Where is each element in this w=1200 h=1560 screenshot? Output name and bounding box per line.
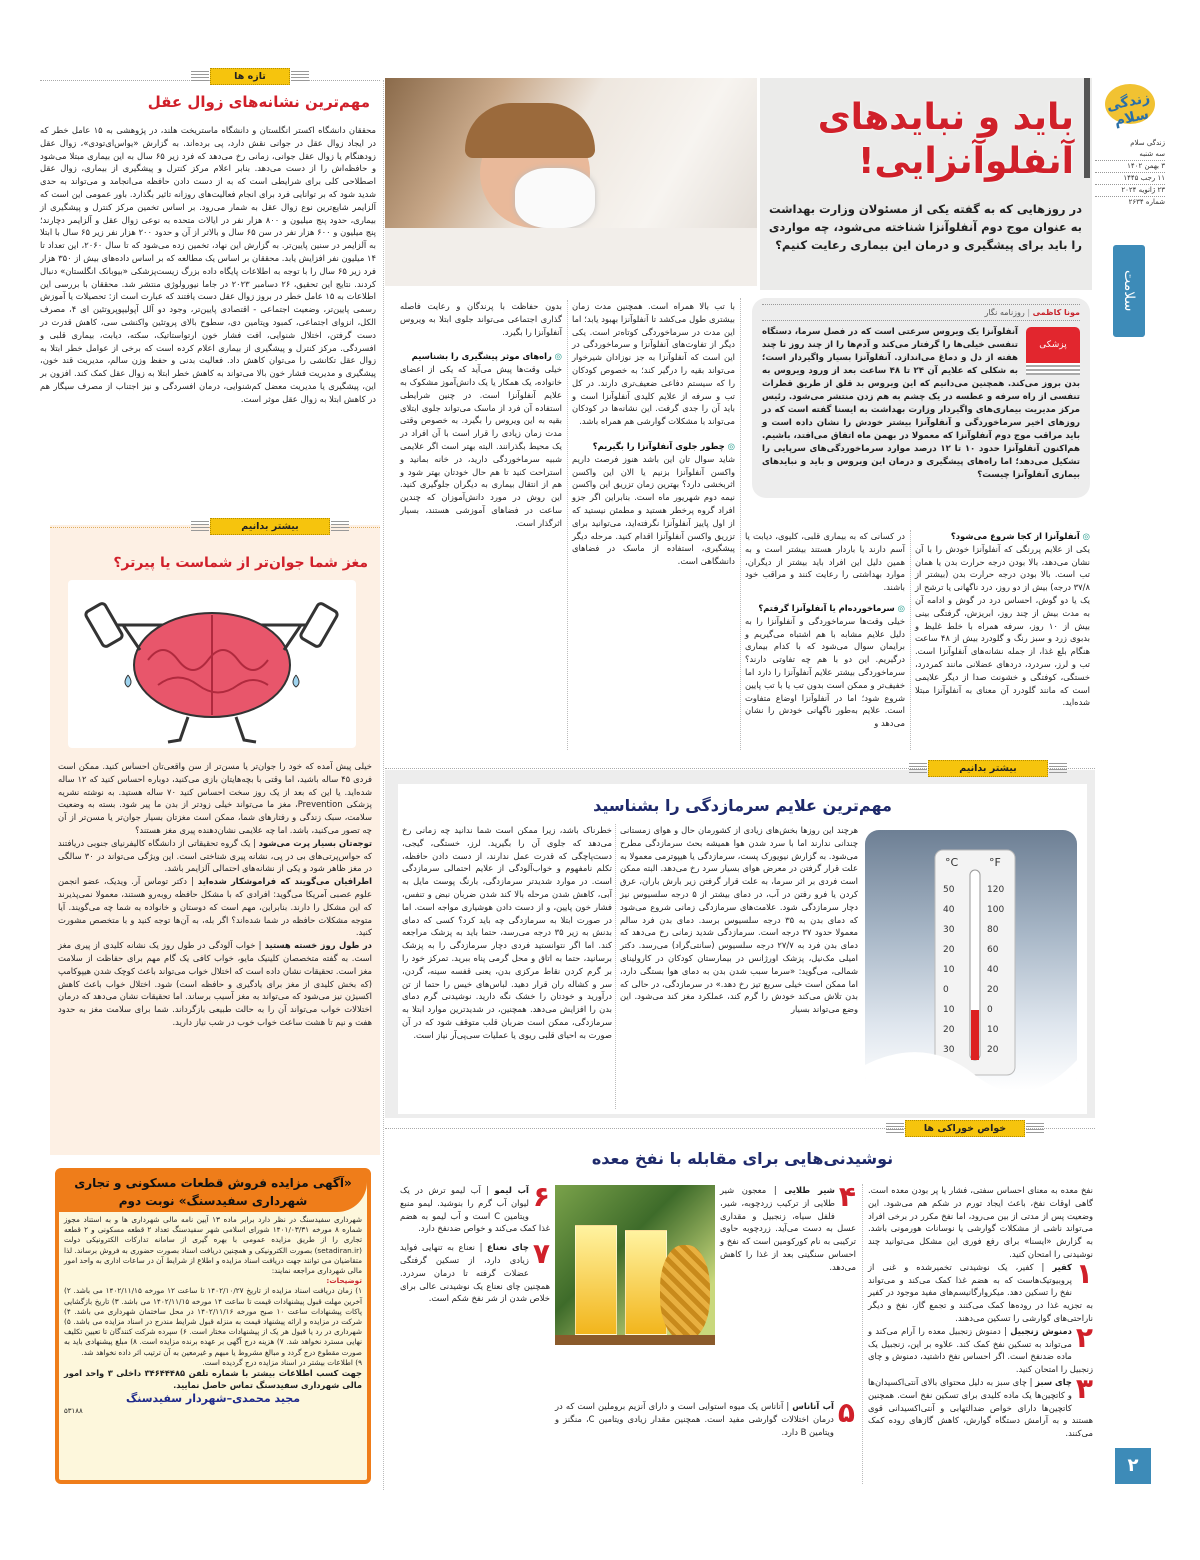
celsius-tick: 30: [943, 1045, 955, 1055]
celsius-label: °C: [945, 856, 959, 869]
news-body: محققان دانشگاه اکستر انگلستان و دانشگاه ماستریخت هلند، در پژوهشی به ۱۵ عامل خطر که در ایجاد زوال عقل در جوانی نقش دارد، پی برده‌اند. به گزارش «یواس‌ای‌تودی»، زوال عقل زودهنگام یا زوال عقل جوانی، زمانی رخ می‌دهد که فرد زیر ۶۵ سال به این بیماری مبتلا می‌شود و حافظه‌اش را از دست می‌دهد. بنابر اعلام مرکز کنترل و پیشگیری از بیماری، زوال عقل اصطلاحی کلی برای شرایطی است که به از دست دادن حافظه می‌انجامد و می‌تواند به حدی شدید شود که بر توانایی فرد برای انجام فعالیت‌های روزانه تاثیر بگذارد. باور عمومی این است که آلزایمر شایع‌ترین نوع زوال عقل به شمار می‌رود. بر اساس تخمین مرکز کنترل و پیشگیری از بیماری، حدود پنج میلیون و ۸۰۰ هزار نفر در ایالات متحده به نوعی زوال عقل و آلزایمر دچارند؛ پنج میلیون و ۶۰۰ هزار نفر در سن ۶۵ سال و بالاتر از آن و حدود ۲۰۰ هزار نفر زیر ۶۵ سال با ابتلا به آلزایمر در سنین پایین‌تر. به گزارش این نهاد، تخمین زده می‌شود که تا سال ۲۰۶۰، این تعداد تا ۱۴ میلیون نفر افزایش یابد. محققان بر اساس یک مطالعه که بر اساس داده‌های بیش از ۳۵۰ هزار فرد زیر ۶۵ سال را با توجه به اطلاعات پایگاه داده بزرگ زیست‌پزشکی «بیوبانک انگلستان» دنبال کردند. نتایج این تحقیق، ۲۶ دسامبر ۲۰۲۳ در جاما نیورولوژی منتشر شد. محققان با بررسی این اطلاعات به ۱۵ عامل خطر در بروز زوال عقل دست یافتند که عبارت است از: تحصیلات یا آموزش رسمی پایین‌تر، وضعیت اجتماعی - اقتصادی پایین‌تر، وجود دو آلل آپولیپوپروتئین ای ۴، مصرف الکل، انزوای اجتماعی، کمبود ویتامین دی، سطوح بالای پروتئین واکنشی سی، کاهش قدرت در دست گرفتن، اختلال شنوایی، افت فشار خون ارتواستاتیک، سکته، دیابت، بیماری قلبی و افسردگی. مرکز کنترل و پیشگیری از بیماری اعلام کرده است که برخی از عوامل خطر ابتلا به زوال عقل تکانشی را می‌توان کاهش داد. فعالیت بدنی و حفظ وزن سالم، مدیریت قند خون، پیشگیری و مدیریت فشار خون بالا می‌تواند به کاهش خطر ابتلا به زوال عقل کمک کند. افزون بر این، پیشگیری یا مدیریت معضل کم‌شنوایی، درمان افسردگی و نیز اجتناب از مصرف سیگار هم در کاهش ابتلا به زوال عقل موثر است.: [40, 125, 377, 404]
ad-notes-label: توضیحات:: [326, 1276, 362, 1286]
fahrenheit-label: °F: [989, 856, 1001, 869]
flu-intro-box: مونا کاظمی | روزنامه نگار پزشکی آنفلوآنزا یک ویروس سرعتی است که در فصل سرما، دستگاه تنفسی خیلی‌ها را گرفتار می‌کند و آدم‌ها را از چند روز تا چند هفته از دل و دماغ می‌اندازد. آنفلوآنزا بسیار واگیردار است؛ به شکلی که علایم آن ۲۴ تا ۴۸ ساعت بعد از ورود ویروس به بدن بروز می‌کند. همچنین می‌دانیم که این ویروس بد قلق از طریق قطرات تنفسی از راه سرفه و عطسه در یک چشم به هم زدن منتشر می‌شود. رئیس مرکز مدیریت بیماری‌های واگیردار وزارت بهداشت به ایسنا گفته است که در روزهای اخیر سرماخوردگی و آنفلوآنزا بیشتر خودش را نشان داده است و باید مراقب موج دوم آنفلوآنزا که معمولا در بهمن ماه اتفاق می‌افتد، باشیم. هم‌اکنون آنفلوآنزا حدود ۱۰ تا ۱۲ درصد موارد سرماخوردگی‌های سرپایی را تشکیل می‌دهد؛ اما راه‌های پیشگیری و درمان این ویروس و باید و نبایدهای بیماری آنفلوآنزا چیست؟: [752, 298, 1090, 498]
page-number: ۲: [1115, 1448, 1151, 1484]
ad-body: شهرداری سفیدسنگ در نظر دارد برابر ماده ۱۳ آیین نامه مالی شهرداری ها و به استناد مجوز شماره ۸ مورخه ۱۴۰۱/۰۳/۳۱ شورای اسلامی شهر سفیدسنگ تعداد ۲ قطعه مسکونی و ۲ قطعه تجاری را از طریق مزایده عمومی با بهره گیری از سامانه تدارکات الکترونیکی دولت (setadiran.ir) بصورت الکترونیکی و همچنین دریافت اسناد بصورت حضوری به فروش برساند. لذا متقاضیان می توانند جهت دریافت اسناد مزایده و اطلاع از شرایط آن در ساعات اداری به واحد امور مالی شهرداری مراجعه نمایند:: [64, 1215, 363, 1276]
flu-paragraph: در کسانی که به بیماری قلبی، کلیوی، دیابت یا آسم دارند یا باردار هستند بیشتر است و به همین دلیل این افراد باید بیشتر از دیگران، موارد بهداشتی را رعایت کنند و مراقب خود باشند.: [745, 531, 905, 593]
celsius-tick: 20: [943, 945, 955, 955]
fahrenheit-tick: 60: [987, 945, 999, 955]
food-item: ۱ کفیر | کفیر، یک نوشیدنی تخمیرشده و غنی از پروبیوتیک‌هاست که به هضم غذا کمک می‌کند و می‌تواند نفخ را تسکین دهد. میکروارگانیسم‌های مفید موجود در کفیر به تجزیه غذا در روده‌ها کمک می‌کنند و تجمع گاز، نفخ و دیگر ناراحتی‌های گوارشی را تسکین می‌دهند.: [868, 1256, 1093, 1323]
flu-subheading: ◎ سرماخورده‌ام یا آنفلوآنزا گرفتم؟: [745, 602, 905, 615]
flu-column-4: [400, 300, 562, 530]
food-intro: نفخ معده به معنای احساس سفتی، فشار یا پر بودن معده است. گاهی اوقات نفخ، باعث ایجاد تورم در شکم هم می‌شود. این وضعیت پس از مدتی از بین می‌رود، اما نفخ مکرر در برخی افراد می‌تواند ناشی از مشکلات گوارشی یا نوسانات هورمونی باشد. به گزارش «ایسنا» برای رفع فوری این مشکل می‌توانید چند نوشیدنی را امتحان کنید.: [868, 1185, 1093, 1259]
flu-paragraph: خیلی وقت‌ها سرماخوردگی و آنفلوآنزا را به دلیل علایم مشابه با هم اشتباه می‌گیریم و برایمان سوال می‌شود که با کدام بیماری درگیریم. این دو با هم چه تفاوتی دارند؟ سرماخوردگی بیشتر علایم آنفلوآنزا را دارد اما خفیف‌تر و ممکن است بدون تب یا با تب پایین شروع شود؛ اما در آنفلوآنزا اوضاع متفاوت است. علایم به‌طور ناگهانی خودش را نشان می‌دهد و: [745, 615, 905, 729]
flu-paragraph: خیلی وقت‌ها پیش می‌آید که یکی از اعضای خانواده، یک همکار یا یک دانش‌آموز مشکوک به علایم آنفلوآنزا است. در چنین شرایطی استفاده آن فرد از ماسک می‌تواند جلوی ابتلای بقیه به این ویروس را بگیرد. به خصوص وقتی مدت زمان زیادی را قرار است با آن افراد در یک محیط بگذرانند. البته بهتر است اگر علایمی شبیه سرماخوردگی دارید، در خانه بمانید و استراحت کنید تا هم حال خودتان بهتر شود و هم از انتقال بیماری به دیگران جلوگیری کنید. این روش در مورد دانش‌آموزان که چندین ساعت در فضاهای آموزشی هستند، بسیار اثرگذار است.: [400, 364, 562, 528]
ad-code: ۵۳۱۸۸: [64, 1407, 83, 1416]
flu-subheading: ◎ راه‌های موثر پیشگیری را بشناسیم: [400, 350, 562, 363]
flu-column-2: [745, 530, 905, 730]
brain-paragraph: توجه‌تان بسیار پرت می‌شود | یک گروه تحقیقاتی از دانشگاه کالیفرنیای جنوبی دریافتند که حواس‌پرتی‌های بی در پی، نشانه پیری شناختی است. این ویژگی می‌تواند در ۳۰ سالگی در مغز ظاهر شود و یکی از نشانه‌های احتمالی آلزایمر باشد.: [58, 837, 373, 874]
cold-tag: بیشتر بدانیم: [928, 760, 1048, 777]
news-headline: مهم‌ترین نشانه‌های زوال عقل: [147, 93, 370, 111]
flu-column-1: [915, 530, 1090, 709]
weightlifting-brain-icon: [68, 580, 356, 748]
celsius-tick: 10: [943, 965, 955, 975]
flu-subheading: ◎ آنفلوآنزا از کجا شروع می‌شود؟: [915, 530, 1090, 543]
brain-paragraph: در طول روز خسته هستید | خواب آلودگی در طول روز یک نشانه کلیدی از پیری مغز است. به گفته متخصصان کلینیک مایو، خواب کافی یک گام مهم برای حفاظت از سلامت مغز است. تحقیقات نشان داده است که اختلال خواب می‌تواند باعث کوچک شدن هیپوکامپ (که بخش کلیدی از مغز برای یادگیری و حافظه است) شود. اختلال خواب باعث کاهش اکسیژن نیز می‌شود که می‌تواند به مغز آسیب برساند. اما تحقیقات نشان می‌دهد که درمان اختلالات خواب می‌تواند آن را به حالت طبیعی بازگرداند. شما برای سلامت مغز به حدود هفت و نیم تا هشت ساعت خواب خوب در شب نیاز دارید.: [58, 940, 372, 1027]
ad-notes: ۱) زمان دریافت اسناد مزایده از تاریخ ۱۴۰۲/۱۰/۲۷ تا ساعت ۱۲ مورخه ۱۴۰۲/۱۱/۱۵ می باشد. ۲) آخرین مهلت قبول پیشنهادات قیمت تا ساعت ۱۴ مورخه ۱۴۰۲/۱۱/۱۵ می باشد. ۳) تاریخ بازگشایی پاکات پیشنهادات ساعت ۱۰ صبح مورخه ۱۴۰۲/۱۱/۱۶ در محل ساختمان شهرداری می باشد. ۴) شرکت در مزایده و ارائه پیشنهاد قیمت به منزله قبول شرایط مندرج در اسناد مزایده می باشد. ۵) شهرداری در رد یا قبول هر یک از پیشنهادات مختار است. ۶) سپرده شرکت کنندگان تا تعیین تکلیف نهایی مسترد نخواهد شد. ۷) هزینه درج آگهی بر عهده برنده مزایده است. ۸) مبلغ پیشنهادی باید به صورت مقطوع درج گردد و مبالغ مشروط یا مبهم و غیرمعین به آن ترتیب اثر داده نخواهد شد.: [64, 1286, 363, 1357]
auction-ad: [55, 1168, 371, 1484]
cold-headline: مهم‌ترین علایم سرمازدگی را بشناسید: [593, 796, 892, 815]
celsius-tick: 50: [943, 885, 955, 895]
ad-title: «آگهی مزایده فروش قطعات مسکونی و تجاری شهرداری سفیدسنگ» نوبت دوم: [59, 1172, 367, 1212]
brain-illustration: [68, 580, 356, 748]
ad-note-9: ۹) اطلاعات بیشتر در اسناد مزایده درج گردیده است.: [202, 1357, 362, 1367]
author-name: مونا کاظمی: [1032, 308, 1080, 317]
food-item: ۴ شیر طلایی | معجون شیر طلایی از ترکیب زردچوبه، شیر، فلفل سیاه، زنجبیل و مقداری عسل به دست می‌آید. زردچوبه حاوی ترکیبی به نام کورکومین است که نفخ و احساس سنگینی بعد از غذا را کاهش می‌دهد.: [720, 1180, 856, 1272]
ad-contact: جهت کسب اطلاعات بیشتر با شماره تلفن ۳۴۶۴۴۴۸۵ داخلی ۳ واحد امور مالی شهرداری سفیدسنگ تماس حاصل نمایید.: [64, 1368, 363, 1390]
brain-paragraph: اطرافیان می‌گویند که فراموشکار شده‌اید | دکتر توماس آر. ویدیک، عضو انجمن علوم عصبی آمریکا می‌گوید: افرادی که با مشکل حافظه روبه‌رو هستند، معمولا نمی‌پذیرند که این مشکل را دارند. بنابراین، مهم است که دوستان و خانواده به شما چه می‌گویند. آیا متوجه مشکلات حافظه در شما شده‌اند؟ اگر بله، به آن‌ها توجه کنید و با متخصص مشورت کنید.: [58, 876, 373, 938]
flu-paragraph: یکی از علایم پررنگی که آنفلوآنزا خودش را با آن نشان می‌دهد، بالا بودن درجه حرارت بدن یا همان تب است. بالا بودن درجه حرارت بدن (بیشتر از ۳۷/۸ درجه) بیش از دو روز، درد ناگهانی یا ترشح از یک یا دو گوش، احساس درد در گوش و ادامه آن به مدت بیش از چند روز، ابریزش، گرفتگی بینی بیش از ۱۰ روز، سرفه همراه با خلط غلیظ و بدبوی زرد و سبز رنگ و گلودرد بیش از ۴۸ ساعت هنگام بلع غذا، از جمله نشانه‌های آنفلوآنزا است. تب و لرز، سردرد، دردهای عضلانی مانند کمردرد، خستگی، کوفتگی و خشونت صدا از دیگر علایمی است که مانند گلودرد آن معنای به آنفلوآنزا مبتلا شده‌اید.: [915, 543, 1091, 708]
fahrenheit-tick: 120: [987, 885, 1005, 895]
flu-paragraph: با تب بالا همراه است. همچنین مدت زمان بیشتری طول می‌کشد تا آنفلوآنزا بهبود یابد؛ اما این مدت در سرماخوردگی کوتاه‌تر است. یکی دیگر از تفاوت‌های آنفلوآنزا و سرماخوردگی در این است که آنفلوآنزا به جز نوزادان شیرخوار می‌تواند بقیه را درگیر کند؛ به خصوص کودکان را که سیستم دفاعی ضعیف‌تری دارند. در کل تب و سرفه از علایم کلیدی آنفلوآنزا است و باید آن را جدی گرفت. این نشانه‌ها در کودکان می‌تواند با مشکلات گوارشی هم همراه باشد.: [572, 301, 735, 427]
celsius-tick: 30: [943, 925, 955, 935]
celsius-tick: 0: [943, 985, 949, 995]
fahrenheit-tick: 20: [987, 1045, 999, 1055]
brain-paragraph: خیلی پیش آمده که خود را جوان‌تر یا مسن‌تر از سن واقعی‌تان احساس کنید. ممکن است فردی ۴۵ ساله باشید، اما وقتی با بچه‌هایتان بازی می‌کنید، دوباره احساس کنید که ۱۲ ساله شده‌اید. یا این که بعد از یک روز سخت احساس کنید ۷۰ ساله هستید. به نوشته نشریه پزشکی Prevention، مغز ما می‌تواند خیلی زودتر از بدن ما پیر شود. بسته به وضعیت سلامت، سبک زندگی و رفتارهای شما، ممکن است مغزتان بسیار جوان‌تر یا مسن‌تر از آن چه تصور می‌کنید، باشد. اما چه علایمی نشان‌دهنده پیری مغز هستند؟: [58, 761, 372, 835]
food-item: ۲ دمنوش زنجبیل | دمنوش زنجبیل معده را آرام می‌کند و می‌تواند به تسکین نفخ کمک کند. علاوه بر این، زنجبیل یک ماده ضدنفخ است. اگر احساس نفخ داشتید، دمنوش و چای زنجبیل را امتحان کنید.: [868, 1320, 1093, 1375]
ad-signature: مجید محمدی–شهردار سفیدسنگ: [125, 1392, 301, 1406]
brain-tag: بیشتر بدانیم: [210, 518, 330, 535]
thermometer-icon: [865, 830, 1077, 1090]
masthead-line: زندگی سلام: [1130, 139, 1165, 147]
flu-column-3: [572, 300, 735, 568]
masthead-line: سه شنبه: [1139, 150, 1165, 158]
food-column-2: [720, 1180, 856, 1274]
news-tag: تازه ها: [210, 68, 290, 85]
flu-intro-text: آنفلوآنزا یک ویروس سرعتی است که در فصل سرما، دستگاه تنفسی خیلی‌ها را گرفتار می‌کند و آدم‌ها را از چند روز تا چند هفته از دل و دماغ می‌اندازد. آنفلوآنزا بسیار واگیردار است؛ به شکلی که علایم آن ۲۴ تا ۴۸ ساعت بعد از ورود ویروس به بدن بروز می‌کند. همچنین می‌دانیم که این ویروس بد قلق از طریق قطرات تنفسی از راه سرفه و عطسه در یک چشم به هم زدن منتشر می‌شود. رئیس مرکز مدیریت بیماری‌های واگیردار وزارت بهداشت به ایسنا گفته است که در روزهای اخیر سرماخوردگی و آنفلوآنزا بیشتر خودش را نشان داده است و باید مراقب موج دوم آنفلوآنزا که معمولا در بهمن ماه اتفاق می‌افتد، باشیم. هم‌اکنون آنفلوآنزا حدود ۱۰ تا ۱۲ درصد موارد سرماخوردگی‌های سرپایی را تشکیل می‌دهد؛ اما راه‌های پیشگیری و درمان این ویروس و باید و نبایدهای بیماری آنفلوآنزا چیست؟: [762, 327, 1080, 480]
masthead: [1095, 80, 1165, 1500]
flu-lead: در روزهایی که به گفته یکی از مسئولان وزارت بهداشت به عنوان موج دوم آنفلوآنزا شناخته می‌شود، چه مواردی را باید برای پیشگیری و درمان این بیماری رعایت کنیم؟: [768, 202, 1082, 252]
flu-photo: [385, 78, 757, 286]
juice-photo: [555, 1185, 715, 1345]
fahrenheit-tick: 20: [987, 985, 999, 995]
masthead-date: ۳ بهمن ۱۴۰۲: [1095, 160, 1165, 172]
masthead-issue: شماره ۲۶۳۴: [1095, 196, 1165, 208]
author-role: روزنامه نگار: [984, 308, 1025, 317]
flu-headline-box: [760, 78, 1092, 290]
cold-column-2: خطرناک باشد، زیرا ممکن است شما ندانید چه زمانی رخ می‌دهد که جلوی آن را بگیرید. لرز، خستگی، گیجی، دست‌پاچگی که قدرت عمل ندارند، از دست دادن حافظه، تکلم نامفهوم و خواب‌آلودگی از علایم احتمالی سرمازدگی است. در موارد شدیدتر سرمازدگی، بارنگ پوست مایل به آبی، کاهش شدن مرحله بالا کند شدن ضربان نبض و تنفس، فشار خون پایین، و از دست دادن هوشیاری مواجه است. اما در صورت ابتلا به سرمازدگی چه باید کرد؟ کسی که دمای بدنش به زیر ۳۵ درجه می‌رسد، حتما باید به پزشک مراجعه کند. اما اگر نتوانستید فردی دچار سرمازدگی را به پزشک برسانید، حتما به اتاق و محل گرمی پناه ببرید. تمرکز خود را بر گرم کردن نقاط مرکزی بدن، یعنی قفسه سینه، گردن، سر و کشاله ران قرار دهید. لباس‌های خیس را حتما از تن درآورید و خودتان را خشک نگه دارید. نوشیدنی گرم دمای بدن را افزایش می‌دهد. همچنین، در شدیدترین موارد ابتلا به سرمازدگی، ممکن است ضربان قلب متوقف شود که در آن صورت به احیای قلبی ریوی یا عملیات سی‌پی‌آر نیاز است.: [402, 825, 612, 1040]
brain-body: [58, 760, 372, 1029]
food-item: ۶ آب لیمو | آب لیمو ترش در یک لیوان آب گرم را بنوشید. لیمو منبع ویتامین C است و آب لیمو به هضم غذا کمک می‌کند و خواص ضدنفخ دارد.: [400, 1180, 550, 1234]
brain-headline: مغز شما جوان‌تر از شماست یا پیرتر؟: [113, 555, 368, 571]
food-item: ۳ چای سبز | چای سبز به دلیل محتوای بالای آنتی‌اکسیدان‌ها و کاتچین‌ها یک ماده کلیدی برای تسکین نفخ است. همچنین کاتچین‌ها دارای خواص ضدالتهابی و آنتی‌اکسیدانی قوی هستند و به آرامش دستگاه گوارش، کاهش گازهای روده کمک می‌کنند.: [868, 1371, 1093, 1439]
celsius-tick: 20: [943, 1025, 955, 1035]
masthead-date: ۲۳ ژانویه ۲۰۲۴: [1095, 184, 1165, 196]
fahrenheit-tick: 40: [987, 965, 999, 975]
flu-paragraph: شاید سوال تان این باشد هنوز فرصت داریم واکسن آنفلوآنزا بزنیم یا الان این واکسن اثربخشی دارد؟ بهترین زمان تزریق این واکسن نیمه دوم شهریور ماه است. بنابراین اگر جزو افراد گروه پرخطر هستید و مطمئن نیستید که از اول پاییز آنفلوآنزا نگرفته‌اید، می‌توانید برای تزریق واکسن آنفلوآنزا اقدام کنید. مرحله دیگر پیشگیری، استفاده از ماسک در فضاهای دانشگاهی است.: [572, 453, 735, 567]
flu-subheading: ◎ چطور جلوی آنفلوآنزا را بگیریم؟: [572, 440, 735, 453]
food-tag: خواص خوراکی ها: [905, 1120, 1025, 1137]
fahrenheit-tick: 80: [987, 925, 999, 935]
food-column-1: [868, 1184, 1093, 1440]
fahrenheit-tick: 10: [987, 1025, 999, 1035]
masthead-date: ۱۱ رجب ۱۴۴۵: [1095, 172, 1165, 184]
cold-column-1: هرچند این روزها بخش‌های زیادی از کشورمان حال و هوای زمستانی چندانی ندارند اما با سرد شدن هوا همیشه بحث سرمازدگی مطرح می‌شود. به گزارش نیویورک پست، سرمازدگی یا هیپوترمی معمولا به علت قرار گرفتن در معرض هوای بسیار سرد رخ می‌دهد. البته ممکن است فردی بر اثر سرما، به علت قرار گرفتن زیر بارش باران، عرق کردن یا فرو رفتن در آب، در دمای بیشتر از ۵ درجه سلسیوس نیز دچار سرمازدگی شود. علامت‌های سرمازدگی زمانی شروع می‌شود که دمای بدن به ۳۵ درجه سلسیوس برسد. دمای بدن فرد سالم معمولا حدود ۳۷ درجه است. سرمازدگی شدید زمانی رخ می‌دهد که دمای بدن فرد به ۲۷/۷ درجه سلسیوس (سانتی‌گراد) می‌رسد. دکتر امیلی مک‌نیل، پزشک اورژانس در بیمارستان کودکان در کارولینای شمالی، می‌گوید: «سرما سبب شدن بدن به دمای هوا بستگی دارد، اما ممکن است خیلی سریع تیز رخ دهد.» در سرمازدگی، در حالی که بدن تلاش می‌کند خودش را گرم کند، عملکرد مغز کند می‌شود. این وضع می‌تواند بسیار: [620, 825, 858, 1015]
food-headline: نوشیدنی‌هایی برای مقابله با نفخ معده: [591, 1149, 894, 1168]
section-tab: سلامت: [1113, 245, 1145, 337]
celsius-tick: 10: [943, 1005, 955, 1015]
food-column-3: [400, 1180, 550, 1305]
flu-paragraph: بدون حفاظت با پرندگان و رعایت فاصله گذاری اجتماعی می‌تواند جلوی ابتلا به ویروس آنفلوآنزا را بگیرد.: [400, 301, 562, 337]
fahrenheit-tick: 100: [987, 905, 1005, 915]
medical-badge: پزشکی: [1026, 327, 1080, 375]
logo: زندگی سلام: [1099, 80, 1161, 128]
food-item-5: ۵ آب آناناس | آناناس یک میوه استوایی است و دارای آنزیم بروملین است که در درمان اختلالات گوارشی مفید است. همچنین مقدار زیادی ویتامین C، منگنز و ویتامین B دارد.: [555, 1396, 855, 1437]
fahrenheit-tick: 0: [987, 1005, 993, 1015]
flu-headline: باید و نبایدهای آنفلوآنزایی!: [817, 97, 1074, 182]
thermometer-photo: [865, 830, 1077, 1090]
celsius-tick: 40: [943, 905, 955, 915]
food-item: ۷ چای نعناع | نعناع به تنهایی فواید زیادی دارد، از تسکین گرفتگی عضلات گرفته تا درمان سردرد. همچنین چای نعناع یک نوشیدنی عالی برای خلاص شدن از شر نفخ شکم است.: [400, 1237, 550, 1304]
